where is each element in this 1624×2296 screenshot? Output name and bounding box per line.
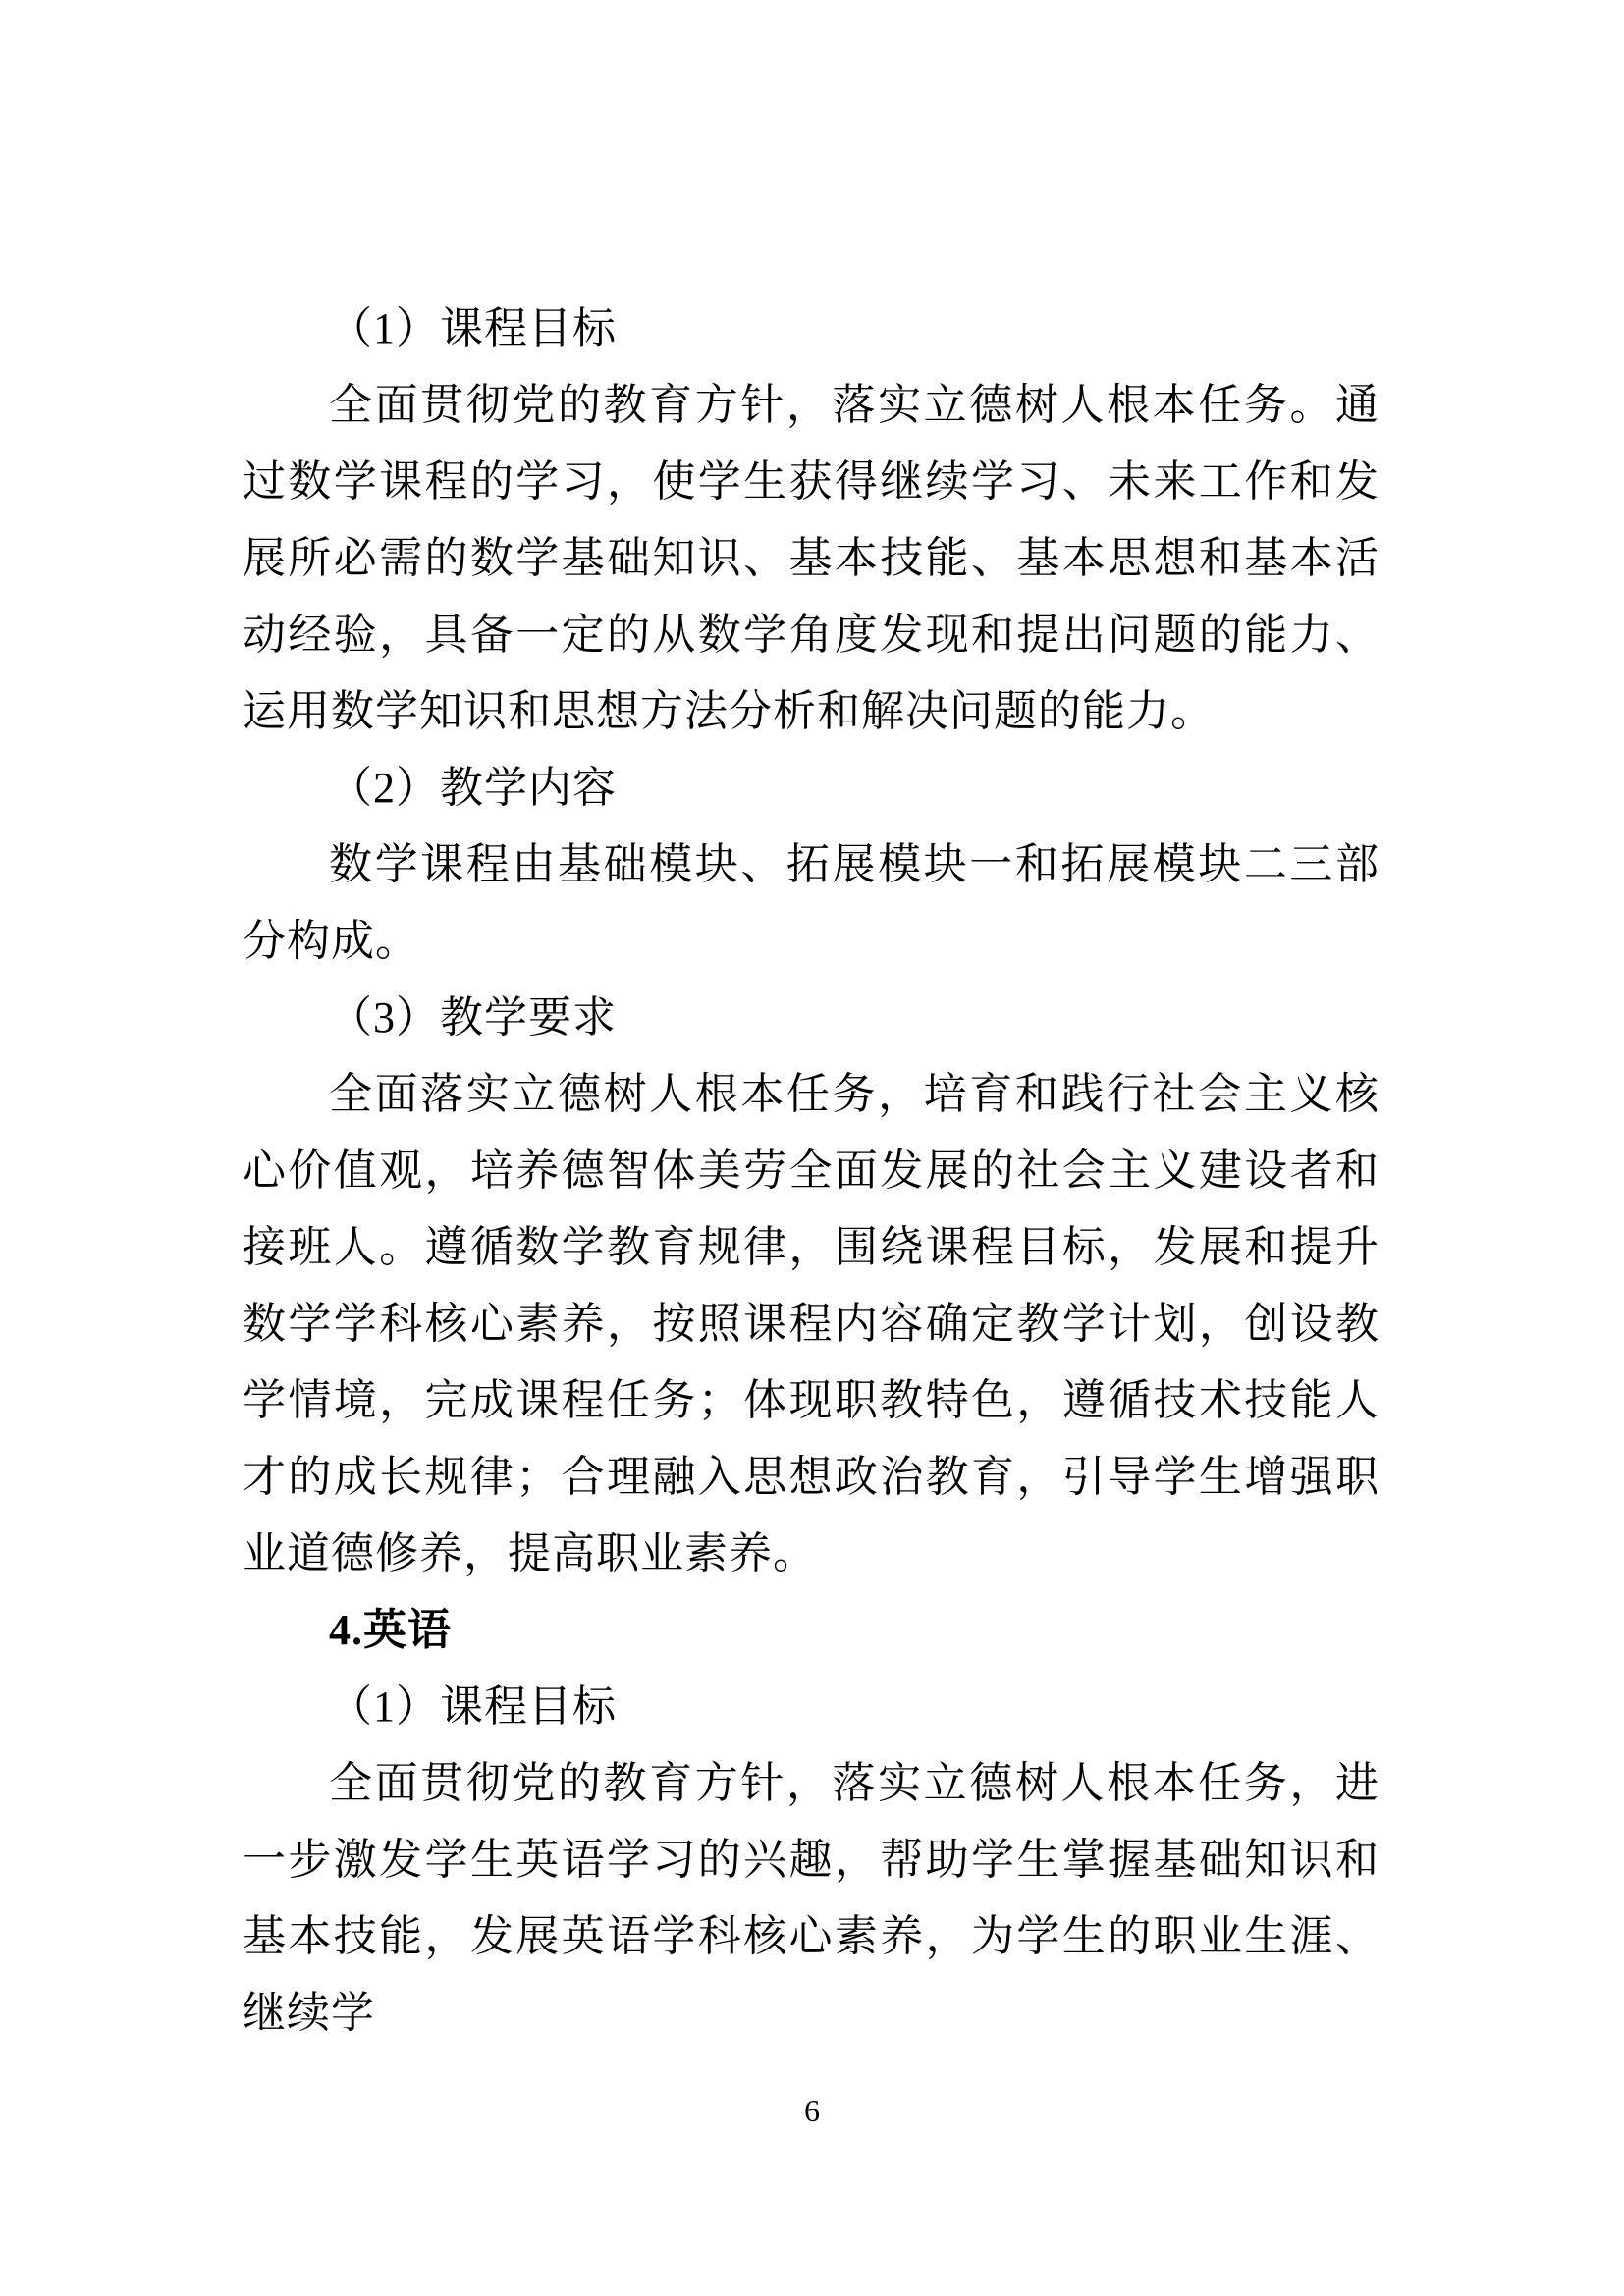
document-text-block [243,291,1380,2052]
heading-english-course-objectives: （1）课程目标 [329,1682,617,1731]
body-english-course-objectives: 全面贯彻党的教育方针，落实立德树人根本任务，进一步激发学生英语学习的兴趣，帮助学生掌握基础知识和基本技能，发展英语学科核心素养，为学生的职业生涯、继续学 [243,1759,1380,2037]
body-math-teaching-requirements: 全面落实立德树人根本任务，培育和践行社会主义核心价值观，培养德智体美劳全面发展的社会主义建设者和接班人。遵循数学教育规律，围绕课程目标，发展和提升数学学科核心素养，按照课程内容确定教学计划，创设教学情境，完成课程任务；体现职教特色，遵循技术技能人才的成长规律；合理融入思想政治教育，引导学生增强职业道德修养，提高职业素养。 [243,1070,1380,1577]
body-math-teaching-content: 数学课程由基础模块、拓展模块一和拓展模块二三部分构成。 [243,840,1380,965]
body-math-course-objectives: 全面贯彻党的教育方针，落实立德树人根本任务。通过数学课程的学习，使学生获得继续学习、未来工作和发展所必需的数学基础知识、基本技能、基本思想和基本活动经验，具备一定的从数学角度发现和提出问题的能力、运用数学知识和思想方法分析和解决问题的能力。 [243,381,1380,735]
heading-math-teaching-content: （2）教学内容 [329,764,617,812]
heading-math-course-objectives: （1）课程目标 [329,304,617,352]
heading-math-teaching-requirements: （3）教学要求 [329,993,617,1041]
heading-section-4-english: 4.英语 [329,1606,452,1654]
page-number: 6 [804,2093,820,2128]
